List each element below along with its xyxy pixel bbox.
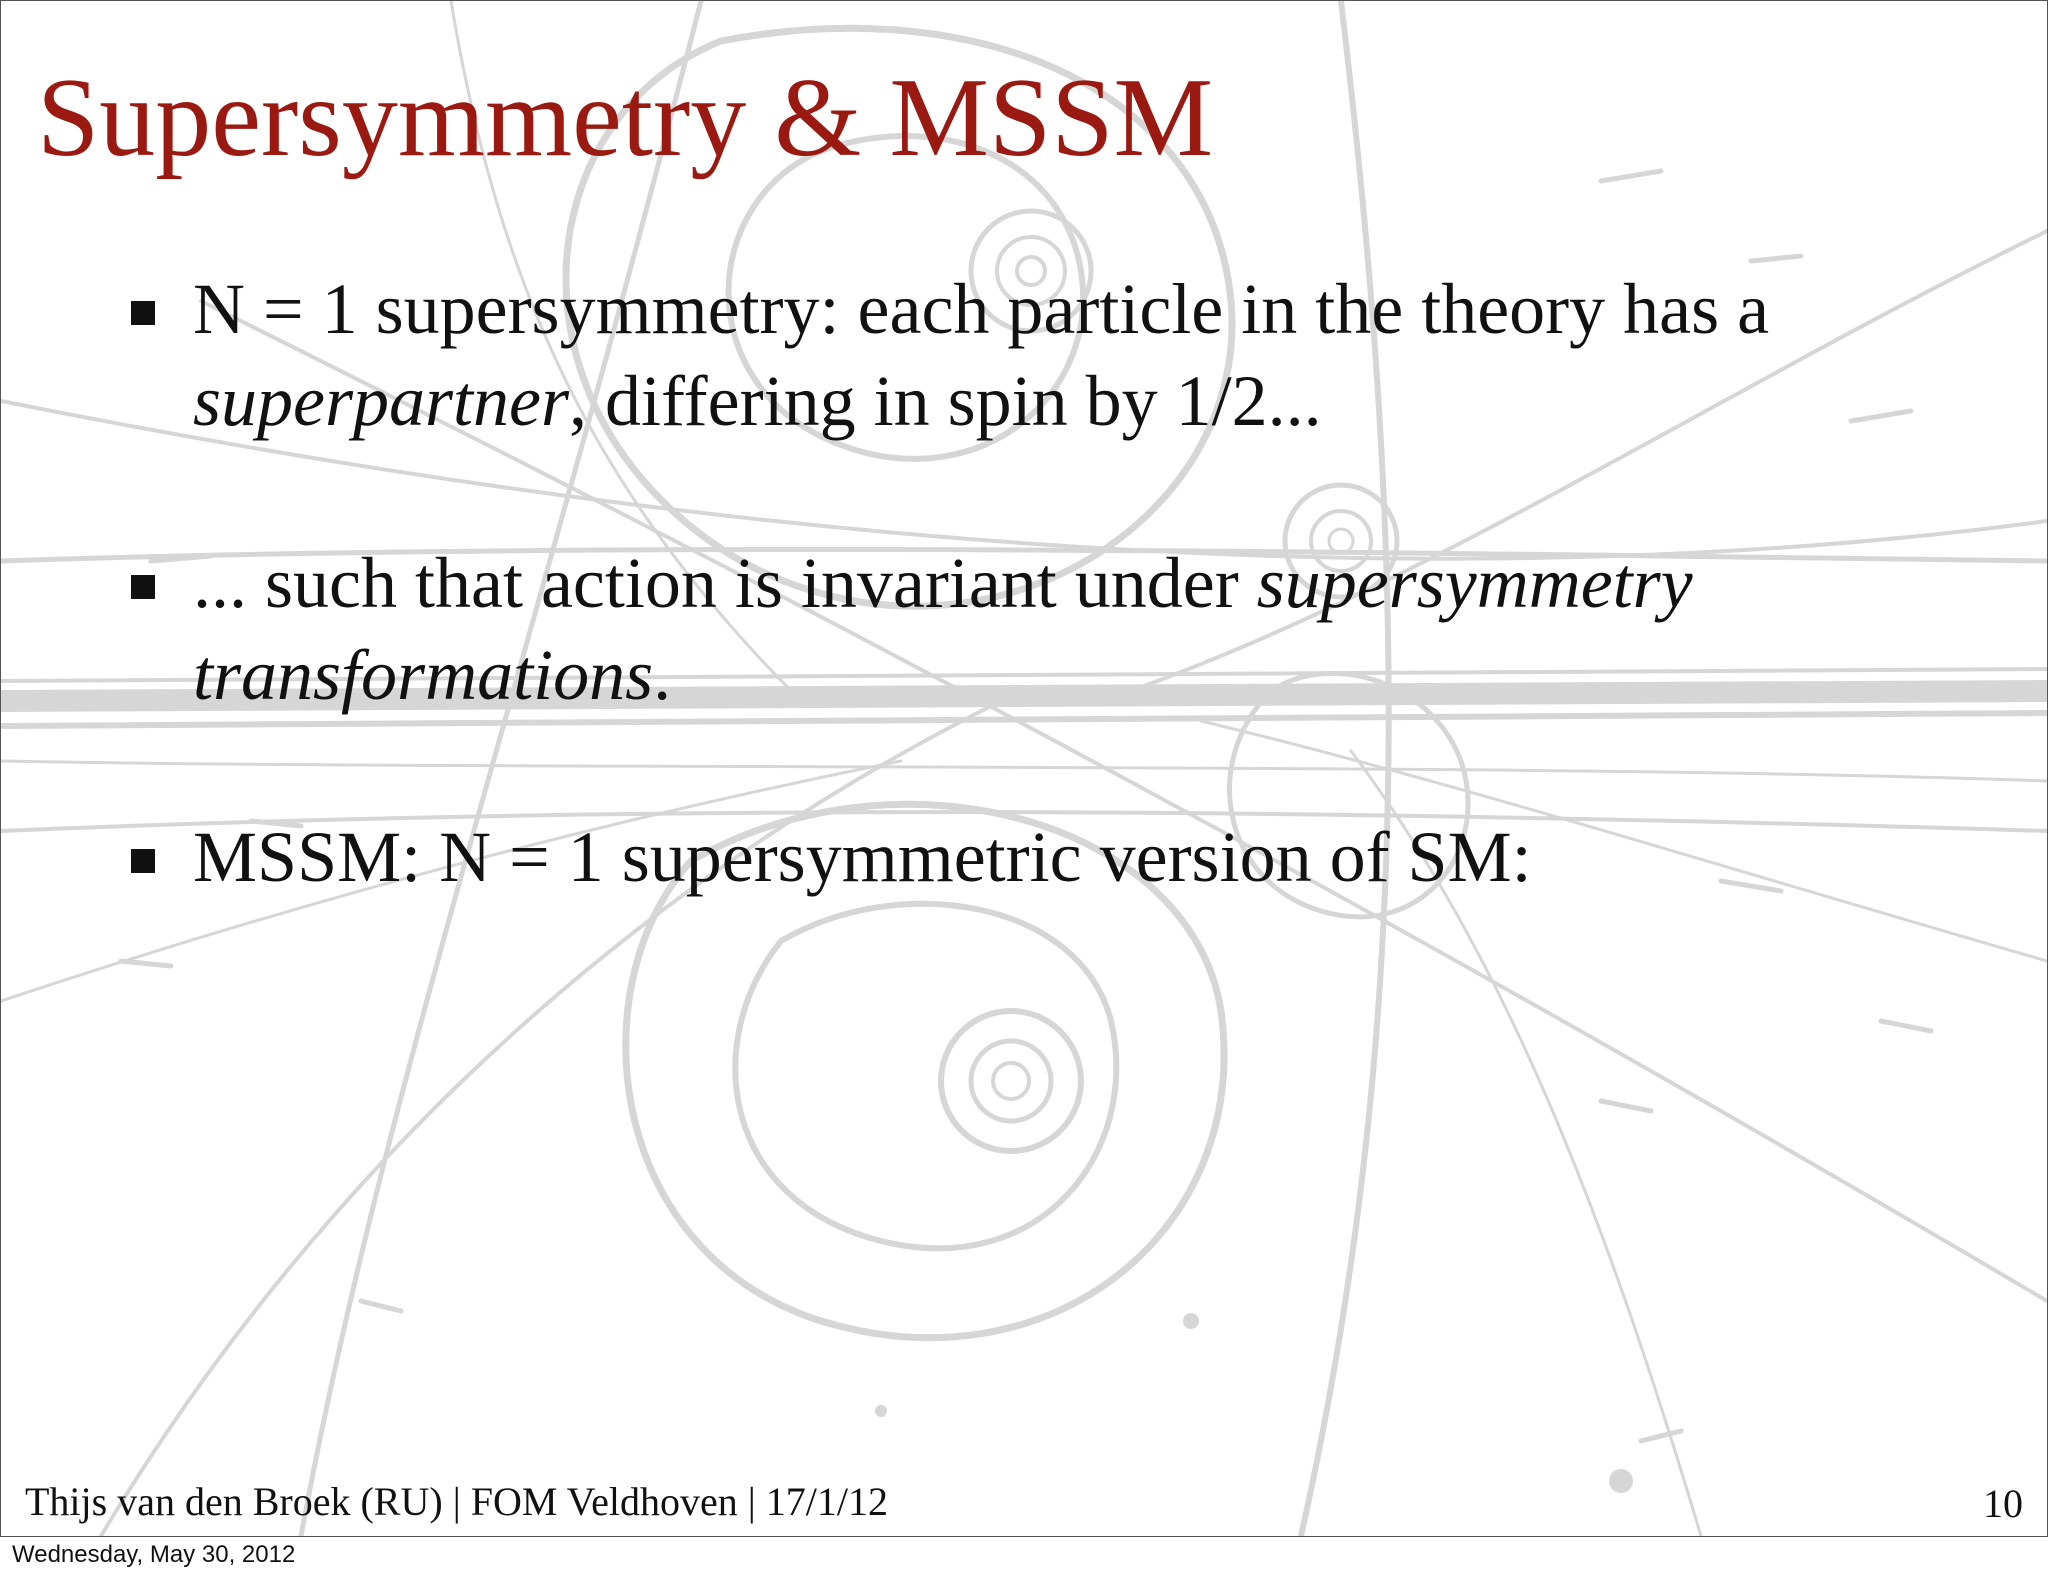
bullet-line-rest: , differing in spin by 1/2... <box>569 361 1322 441</box>
emphasis-text: supersymmetry <box>1256 543 1693 623</box>
bullet-text <box>193 263 1993 447</box>
bullet-line <box>193 629 1993 721</box>
bullet-line-start: ... such that action is invariant under <box>193 543 1257 623</box>
bullet-line <box>193 537 1993 629</box>
square-bullet-icon <box>131 575 155 599</box>
bullet-text <box>193 811 1993 903</box>
bullet-text <box>193 537 1993 721</box>
slide-title: Supersymmetry & MSSM <box>37 56 1214 180</box>
bullet-list <box>1 1 2047 1536</box>
emphasis-text: transformations <box>193 635 654 715</box>
slide-footer: Thijs van den Broek (RU) | FOM Veldhoven | 17/1/12 <box>25 1479 888 1524</box>
page-number: 10 <box>1983 1481 2023 1526</box>
print-date: Wednesday, May 30, 2012 <box>12 1541 296 1568</box>
square-bullet-icon <box>131 849 155 873</box>
bullet-line-rest: . <box>653 635 672 715</box>
bullet-line <box>193 355 1993 447</box>
bullet-line: MSSM: N = 1 supersymmetric version of SM: <box>193 817 1532 897</box>
bullet-line: N = 1 supersymmetry: each particle in the theory has a <box>193 269 1770 349</box>
square-bullet-icon <box>131 301 155 325</box>
emphasis-text: superpartner <box>193 361 569 441</box>
